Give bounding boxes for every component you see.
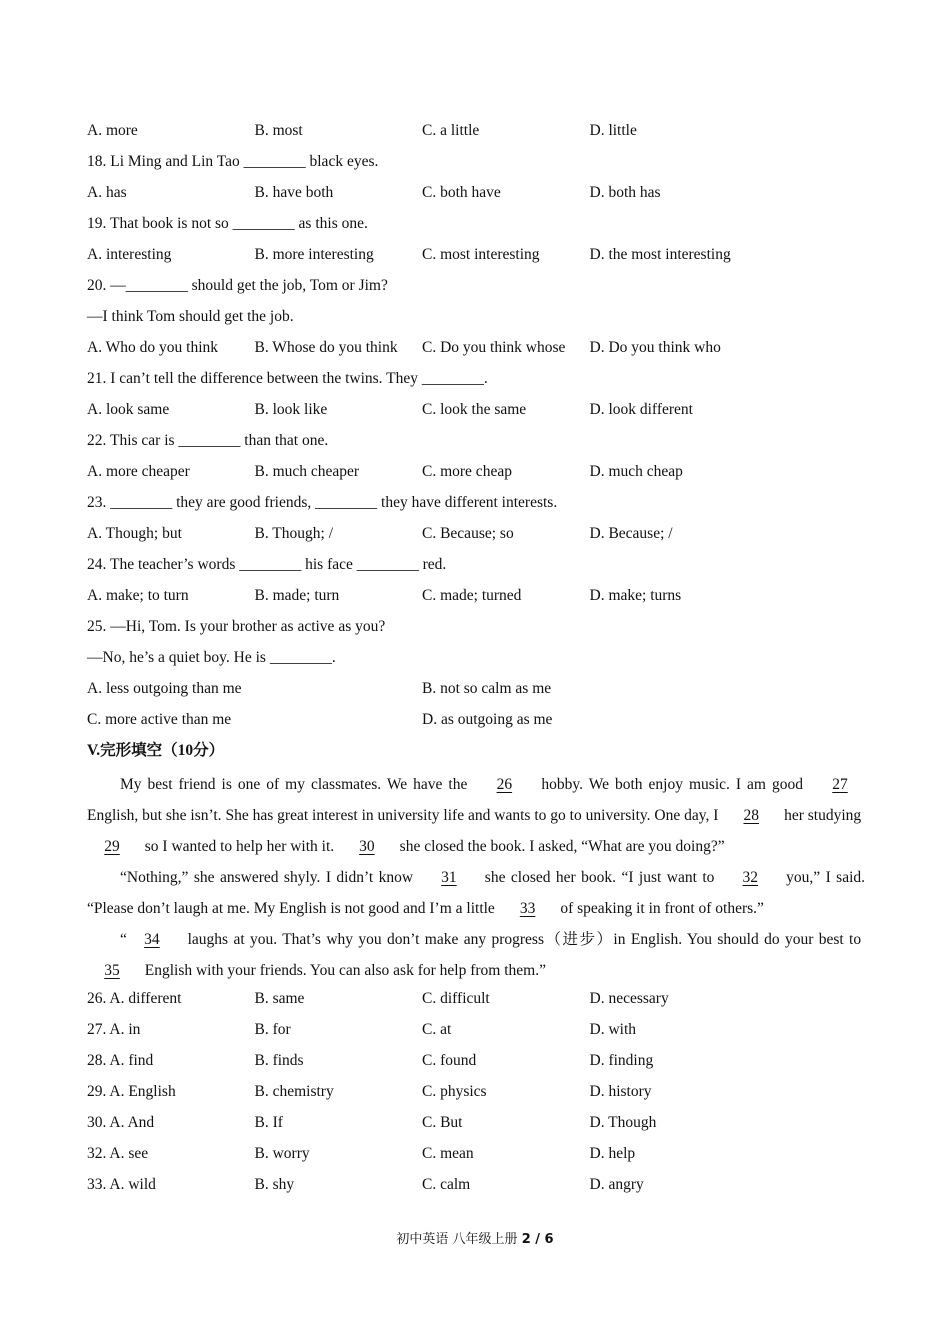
- p3-text-1: “: [120, 931, 127, 948]
- q25-stem: 25. —Hi, Tom. Is your brother as active as you?: [87, 618, 386, 635]
- q22-options: [87, 459, 865, 490]
- q19-option-d: D. the most interesting: [589, 246, 731, 263]
- q25-options-row2: [87, 707, 865, 738]
- blank-28: 28: [743, 807, 759, 824]
- blank-34: 34: [144, 931, 160, 948]
- q25-option-a: A. less outgoing than me: [87, 680, 242, 697]
- cloze-paragraph-2: [87, 862, 865, 924]
- q20-options: [87, 335, 865, 366]
- cloze-q32-option-d: D. help: [589, 1145, 636, 1162]
- p1-text-5: so I wanted to help her with it.: [144, 838, 335, 855]
- blank-33: 33: [519, 900, 536, 917]
- q20-option-c: C. Do you think whose: [422, 339, 566, 356]
- q19-options: [87, 242, 865, 273]
- cloze-q27-option-b: B. for: [254, 1021, 291, 1038]
- q24-options: [87, 583, 865, 614]
- cloze-q32-options: [87, 1141, 865, 1172]
- q21-option-c: C. look the same: [422, 401, 527, 418]
- exam-page: [87, 118, 865, 1203]
- q25-options-row1: [87, 676, 865, 707]
- p1-text-6: she closed the book. I asked, “What are you doing?”: [399, 838, 725, 855]
- cloze-q26-option-c: C. difficult: [422, 990, 490, 1007]
- cloze-q29-option-a: 29. A. English: [87, 1083, 176, 1100]
- cloze-q28-option-d: D. finding: [589, 1052, 654, 1069]
- cloze-q33-option-b: B. shy: [254, 1176, 295, 1193]
- cloze-q33-option-c: C. calm: [422, 1176, 471, 1193]
- cloze-q28-options: [87, 1048, 865, 1079]
- q23-options: [87, 521, 865, 552]
- q22-option-a: A. more cheaper: [87, 463, 190, 480]
- q20-stem: 20. —________ should get the job, Tom or Jim?: [87, 277, 388, 294]
- cloze-q30-options: [87, 1110, 865, 1141]
- cloze-q29-option-d: D. history: [589, 1083, 652, 1100]
- cloze-q29-option-b: B. chemistry: [254, 1083, 334, 1100]
- q23-option-a: A. Though; but: [87, 525, 182, 542]
- q19-stem: 19. That book is not so ________ as this one.: [87, 215, 368, 232]
- q19-option-a: A. interesting: [87, 246, 172, 263]
- q21-option-b: B. look like: [254, 401, 328, 418]
- blank-31: 31: [441, 869, 457, 886]
- p1-text-1: My best friend is one of my classmates. We have the: [120, 776, 468, 793]
- cloze-q33-option-d: D. angry: [589, 1176, 644, 1193]
- blank-30: 30: [359, 838, 375, 855]
- q19-option-b: B. more interesting: [254, 246, 374, 263]
- q21-option-a: A. look same: [87, 401, 170, 418]
- q25-stem-reply: —No, he’s a quiet boy. He is ________.: [87, 649, 336, 666]
- p1-text-2: hobby. We both enjoy music. I am good: [541, 776, 803, 793]
- cloze-q28-option-a: 28. A. find: [87, 1052, 154, 1069]
- q24-option-b: B. made; turn: [254, 587, 340, 604]
- q19-option-c: C. most interesting: [422, 246, 540, 263]
- q22-option-c: C. more cheap: [422, 463, 512, 480]
- p3-text-3: English with your friends. You can also ask for help from them.”: [144, 962, 546, 979]
- q21-options: [87, 397, 865, 428]
- q18-option-a: A. has: [87, 184, 127, 201]
- p2-text-4: of speaking it in front of others.”: [560, 900, 764, 917]
- q17-option-a: A. more: [87, 122, 138, 139]
- cloze-q27-option-d: D. with: [589, 1021, 636, 1038]
- cloze-q33-options: [87, 1172, 865, 1203]
- p1-text-3: English, but she isn’t. She has great interest in university life and wants to go to university. One day, I: [87, 807, 719, 824]
- blank-26: 26: [496, 776, 513, 793]
- p2-text-3: you,” I said. “Please don’t laugh at me. My English is not good and I’m a little: [87, 869, 866, 917]
- q20-option-d: D. Do you think who: [589, 339, 721, 356]
- cloze-q32-option-b: B. worry: [254, 1145, 310, 1162]
- q18-stem: 18. Li Ming and Lin Tao ________ black eyes.: [87, 153, 379, 170]
- q20-stem-reply: —I think Tom should get the job.: [87, 308, 294, 325]
- q17-option-b: B. most: [254, 122, 303, 139]
- cloze-q28-option-c: C. found: [422, 1052, 477, 1069]
- cloze-q30-option-d: D. Though: [589, 1114, 657, 1131]
- q17-options: [87, 118, 865, 149]
- q18-option-b: B. have both: [254, 184, 334, 201]
- q22-option-b: B. much cheaper: [254, 463, 360, 480]
- q23-option-d: D. Because; /: [589, 525, 673, 542]
- q20-option-a: A. Who do you think: [87, 339, 219, 356]
- q18-option-d: D. both has: [589, 184, 661, 201]
- blank-29: 29: [104, 838, 120, 855]
- q21-option-d: D. look different: [589, 401, 693, 418]
- q18-option-c: C. both have: [422, 184, 501, 201]
- q25-option-d: D. as outgoing as me: [422, 711, 553, 728]
- q23-option-b: B. Though; /: [254, 525, 334, 542]
- page-footer: [0, 1228, 950, 1247]
- cloze-q26-option-d: D. necessary: [589, 990, 669, 1007]
- q25-option-b: B. not so calm as me: [422, 680, 552, 697]
- blank-35: 35: [104, 962, 120, 979]
- p3-text-2: laughs at you. That’s why you don’t make any progress（进步）in English. You should do your best to: [187, 931, 862, 948]
- p2-text-1: “Nothing,” she answered shyly. I didn’t know: [120, 869, 414, 886]
- cloze-q26-option-a: 26. A. different: [87, 990, 182, 1007]
- q23-option-c: C. Because; so: [422, 525, 514, 542]
- q18-options: [87, 180, 865, 211]
- q17-option-d: D. little: [589, 122, 637, 139]
- cloze-paragraph-1: [87, 769, 865, 862]
- blank-27: 27: [832, 776, 848, 793]
- cloze-q28-option-b: B. finds: [254, 1052, 304, 1069]
- section-v-title: V.完形填空（10分）: [87, 742, 225, 759]
- cloze-q27-option-c: C. at: [422, 1021, 452, 1038]
- footer-page-number: 2 / 6: [521, 1232, 554, 1247]
- cloze-q26-options: [87, 986, 865, 1017]
- cloze-paragraph-3: [87, 924, 865, 986]
- q22-option-d: D. much cheap: [589, 463, 683, 480]
- cloze-q30-option-c: C. But: [422, 1114, 463, 1131]
- cloze-q32-option-c: C. mean: [422, 1145, 474, 1162]
- q23-stem: 23. ________ they are good friends, ________ they have different interests.: [87, 494, 558, 511]
- cloze-q29-options: [87, 1079, 865, 1110]
- cloze-q30-option-a: 30. A. And: [87, 1114, 155, 1131]
- cloze-q26-option-b: B. same: [254, 990, 305, 1007]
- p1-text-4: her studying: [784, 807, 862, 824]
- q20-option-b: B. Whose do you think: [254, 339, 398, 356]
- cloze-q30-option-b: B. If: [254, 1114, 283, 1131]
- cloze-q27-option-a: 27. A. in: [87, 1021, 141, 1038]
- q22-stem: 22. This car is ________ than that one.: [87, 432, 329, 449]
- footer-subject: 初中英语 八年级上册: [396, 1232, 518, 1247]
- p2-text-2: she closed her book. “I just want to: [484, 869, 715, 886]
- cloze-q33-option-a: 33. A. wild: [87, 1176, 156, 1193]
- q25-option-c: C. more active than me: [87, 711, 232, 728]
- cloze-q27-options: [87, 1017, 865, 1048]
- cloze-q29-option-c: C. physics: [422, 1083, 487, 1100]
- cloze-q32-option-a: 32. A. see: [87, 1145, 149, 1162]
- q21-stem: 21. I can’t tell the difference between the twins. They ________.: [87, 370, 488, 387]
- q24-stem: 24. The teacher’s words ________ his face ________ red.: [87, 556, 447, 573]
- q24-option-a: A. make; to turn: [87, 587, 189, 604]
- q24-option-d: D. make; turns: [589, 587, 682, 604]
- q24-option-c: C. made; turned: [422, 587, 522, 604]
- blank-32: 32: [742, 869, 759, 886]
- q17-option-c: C. a little: [422, 122, 480, 139]
